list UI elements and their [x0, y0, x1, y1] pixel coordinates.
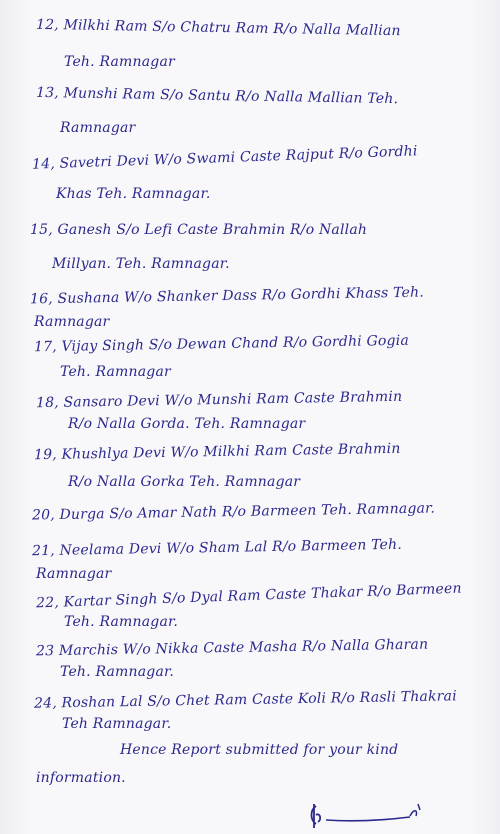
closing-line-2: information.: [36, 770, 126, 786]
entry-18-line-1: 18, Sansaro Devi W/o Munshi Ram Caste Brahmin: [35, 388, 403, 412]
entry-24-line-2: Teh Ramnagar.: [62, 716, 172, 732]
entry-22-line-1: 22, Kartar Singh S/o Dyal Ram Caste Thakar R/o Barmeen: [35, 580, 462, 612]
entry-16-line-1: 16, Sushana W/o Shanker Dass R/o Gordhi Khass Teh.: [29, 284, 425, 308]
entry-12-line-1: 12, Milkhi Ram S/o Chatru Ram R/o Nalla Mallian: [35, 16, 401, 40]
entry-14-line-1: 14, Savetri Devi W/o Swami Caste Rajput R/o Gordhi: [31, 143, 418, 173]
entry-15-line-1: 15, Ganesh S/o Lefi Caste Brahmin R/o Nallah: [30, 222, 368, 238]
closing-line-1: Hence Report submitted for your kind: [120, 742, 399, 758]
entry-23-line-1: 23 Marchis W/o Nikka Caste Masha R/o Nalla Gharan: [35, 636, 429, 660]
entry-19-line-2: R/o Nalla Gorka Teh. Ramnagar: [68, 474, 301, 490]
entry-15-line-2: Millyan. Teh. Ramnagar.: [52, 256, 230, 272]
entry-16-line-2: Ramnagar: [34, 314, 110, 330]
entry-19-line-1: 19, Khushlya Devi W/o Milkhi Ram Caste Brahmin: [33, 440, 401, 464]
signature-mark: [306, 800, 426, 830]
entry-13-line-1: 13, Munshi Ram S/o Santu R/o Nalla Mallian Teh.: [35, 84, 399, 108]
entry-20-line-1: 20, Durga S/o Amar Nath R/o Barmeen Teh. Ramnagar.: [31, 500, 436, 524]
entry-17-line-1: 17, Vijay Singh S/o Dewan Chand R/o Gordhi Gogia: [33, 332, 410, 356]
entry-18-line-2: R/o Nalla Gorda. Teh. Ramnagar: [68, 416, 306, 432]
entry-24-line-1: 24, Roshan Lal S/o Chet Ram Caste Koli R/o Rasli Thakrai: [33, 688, 457, 712]
entry-21-line-1: 21, Neelama Devi W/o Sham Lal R/o Barmeen Teh.: [31, 536, 403, 560]
entry-14-line-2: Khas Teh. Ramnagar.: [56, 186, 211, 202]
entry-21-line-2: Ramnagar: [36, 566, 112, 582]
entry-17-line-2: Teh. Ramnagar: [60, 364, 171, 380]
entry-22-line-2: Teh. Ramnagar.: [64, 614, 179, 630]
entry-13-line-2: Ramnagar: [60, 120, 136, 136]
entry-12-line-2: Teh. Ramnagar: [64, 54, 175, 70]
entry-23-line-2: Teh. Ramnagar.: [60, 664, 175, 680]
